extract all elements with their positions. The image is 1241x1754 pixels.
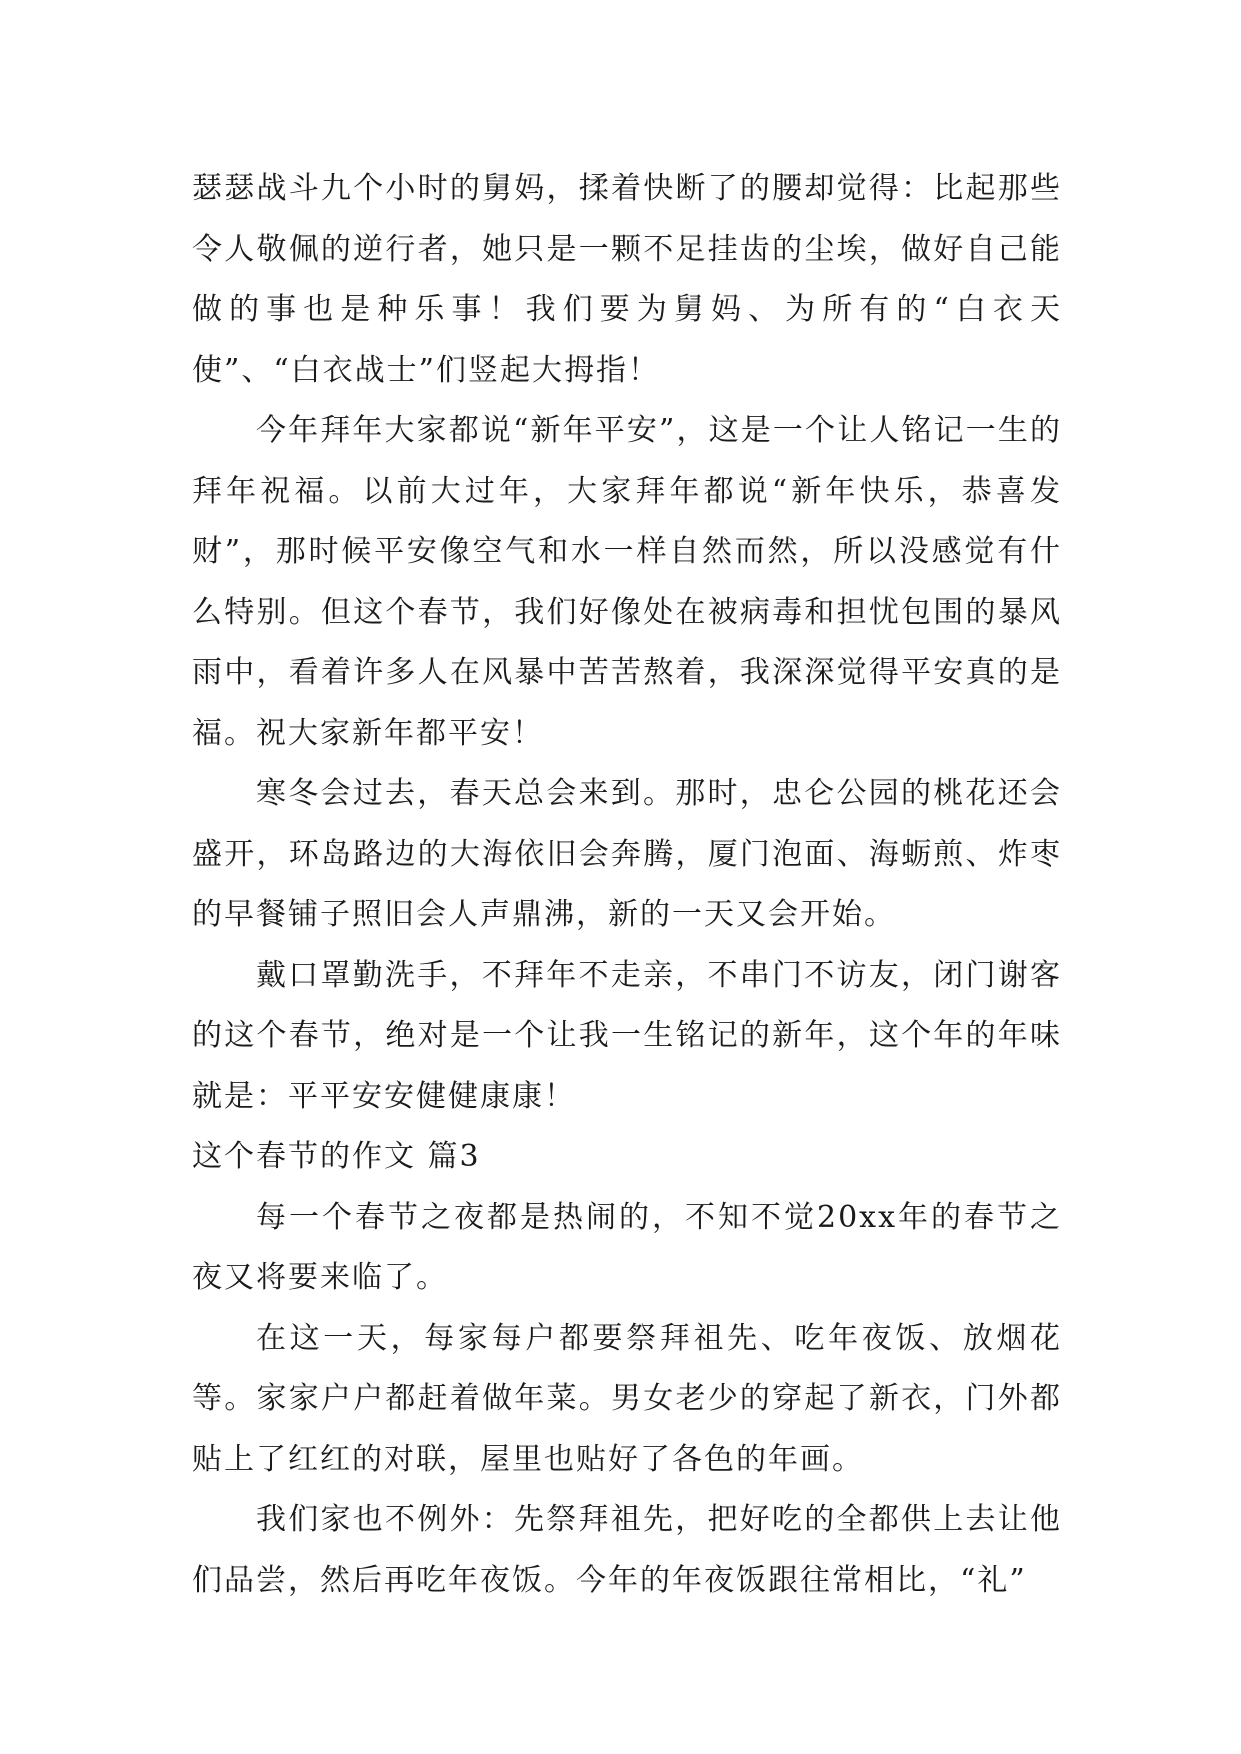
paragraph-7: 我们家也不例外：先祭拜祖先，把好吃的全都供上去让他们品尝，然后再吃年夜饭。今年的年夜饭跟往常相比，“礼”: [192, 1502, 1062, 1598]
document-body: [192, 159, 1062, 1611]
paragraph-6: 在这一天，每家每户都要祭拜祖先、吃年夜饭、放烟花等。家家户户都赶着做年菜。男女老少的穿起了新衣，门外都贴上了红红的对联，屋里也贴好了各色的年画。: [192, 1320, 1062, 1477]
paragraph-2: 今年拜年大家都说“新年平安”，这是一个让人铭记一生的拜年祝福。以前大过年，大家拜年都说“新年快乐，恭喜发财”，那时候平安像空气和水一样自然而然，所以没感觉有什么特别。但这个春节，我们好像处在被病毒和担忧包围的暴风雨中，看着许多人在风暴中苦苦熬着，我深深觉得平安真的是福。祝大家新年都平安！: [192, 413, 1062, 751]
paragraph-3: 寒冬会过去，春天总会来到。那时，忠仑公园的桃花还会盛开，环岛路边的大海依旧会奔腾，厦门泡面、海蛎煎、炸枣的早餐铺子照旧会人声鼎沸，新的一天又会开始。: [192, 776, 1062, 932]
paragraph-1: 瑟瑟战斗九个小时的舅妈，揉着快断了的腰却觉得：比起那些令人敬佩的逆行者，她只是一颗不足挂齿的尘埃，做好自己能做的事也是种乐事！我们要为舅妈、为所有的“白衣天使”、“白衣战士”们竖起大拇指！: [192, 171, 1062, 388]
section-heading: 这个春节的作文 篇3: [192, 1139, 481, 1174]
paragraph-5: 每一个春节之夜都是热闹的，不知不觉20xx年的春节之夜又将要来临了。: [192, 1199, 1062, 1295]
paragraph-4: 戴口罩勤洗手，不拜年不走亲，不串门不访友，闭门谢客的这个春节，绝对是一个让我一生铭记的新年，这个年的年味就是：平平安安健健康康！: [192, 957, 1062, 1114]
